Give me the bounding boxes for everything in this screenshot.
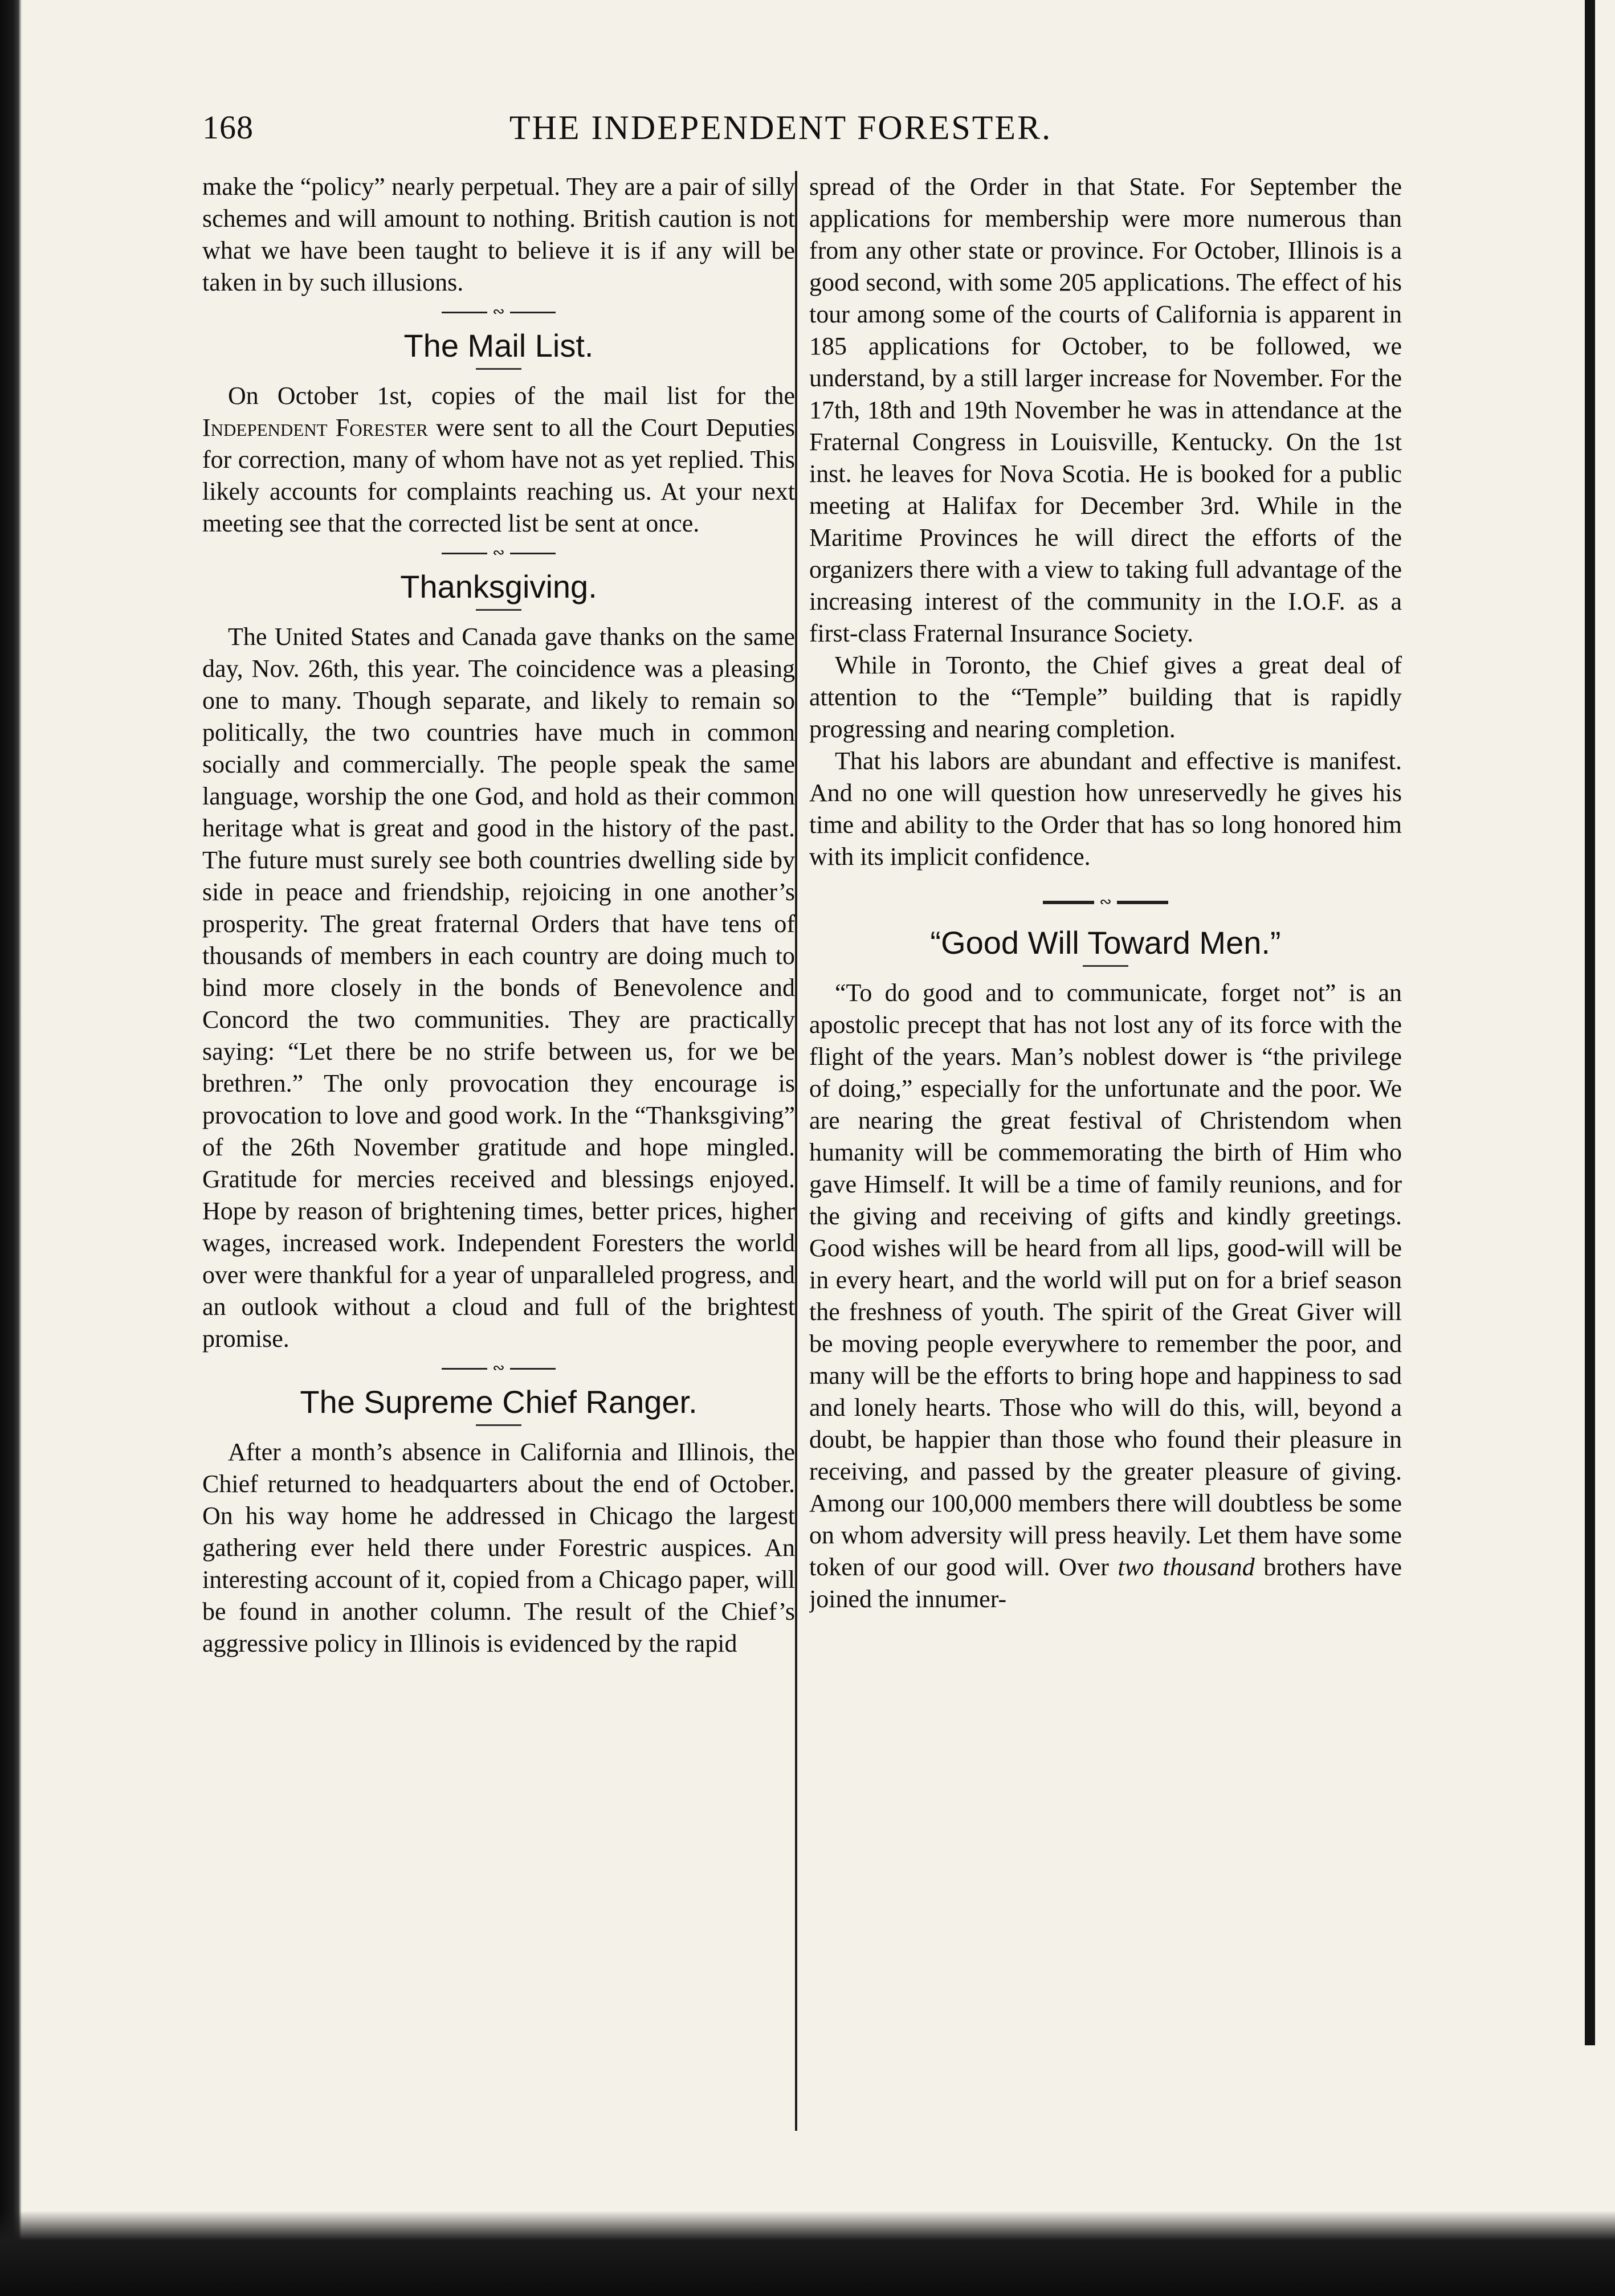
column-rule bbox=[795, 171, 797, 2131]
section-divider: ∾ bbox=[202, 1355, 795, 1382]
toronto-paragraph: While in Toronto, the Chief gives a great deal of attention to the “Temple” building that is rapidly progressing and nearing completion. bbox=[809, 651, 1402, 743]
chief-ranger-continued-paragraph: spread of the Order in that State. For September the applications for membership were more numerous than from any other state or province. For October, Illinois is a good second, with some 205 applications. The effect of his tour among some of the courts of California is apparent in 185 applications for October, to be followed, we understand, by a still larger increase for November. For the 17th, 18th and 19th November he was in attendance at the Fraternal Congress in Louisville, Kentucky. On the 1st inst. he leaves for Nova Scotia. He is booked for a public meeting at Halifax for December 3rd. While in the Maritime Provinces he will direct the efforts of the organizers there with a view to taking full advantage of the increasing interest of the community in the I.O.F. as a first-class Fraternal Insurance Society. bbox=[809, 173, 1402, 647]
thanksgiving-paragraph: The United States and Canada gave thanks on the same day, Nov. 26th, this year. The coincidence was a pleasing one to many. Though separate, and likely to remain so politically, the two countries have much in common socially and commercially. The people speak the same language, worship the one God, and hold as their common heritage what is great and good in the history of the past. The future must surely see both countries dwelling side by side in peace and friendship, rejoicing in one another’s prosperity. The great fraternal Orders that have tens of thousands of members in each country are doing much to bind more closely in the bonds of Benevolence and Concord the two communities. They are practically saying: “Let there be no strife between us, for we be brethren.” The only provocation they encourage is provocation to love and good work. In the “Thanksgiving” of the 26th November gratitude and hope mingled. Gratitude for mercies received and blessings enjoyed. Hope by reason of brightening times, better prices, higher wages, increased work. Independent Foresters the world over were thankful for a year of unparalleled progress, and an outlook without a cloud and full of the brightest promise. bbox=[202, 623, 795, 1353]
right-column bbox=[809, 171, 1402, 2108]
heading-underline bbox=[476, 368, 521, 370]
heading-good-will: “Good Will Toward Men.” bbox=[930, 925, 1281, 961]
heading-supreme-chief-ranger: The Supreme Chief Ranger. bbox=[300, 1384, 698, 1420]
heading-underline bbox=[1083, 965, 1128, 967]
heading-underline bbox=[476, 1424, 521, 1426]
section-divider: ∾ bbox=[809, 889, 1402, 916]
page-edge-right bbox=[1585, 0, 1595, 2045]
section-divider: ∾ bbox=[202, 299, 795, 326]
labors-paragraph: That his labors are abundant and effective is manifest. And no one will question how unreservedly he gives his time and ability to the Order that has so long honored him with its implicit confidence. bbox=[809, 747, 1402, 871]
heading-mail-list: The Mail List. bbox=[403, 328, 594, 363]
section-divider: ∾ bbox=[202, 540, 795, 567]
good-will-paragraph: “To do good and to communicate, forget not” is an apostolic precept that has not lost any of its force with the flight of the years. Man’s noblest dower is “the privilege of doing,” especially for the unfortunate and the poor. We are nearing the great festival of Christendom when humanity will be commemorating the birth of Him who gave Himself. It will be a time of family reunions, and for the giving and receiving of gifts and kindly greetings. Good wishes will be heard from all lips, good-will will be in every heart, and the world will put on for a brief season the freshness of youth. The spirit of the Great Giver will be moving people everywhere to remember the poor, and many will be the efforts to bring hope and happiness to sad and lonely hearts. Those who will do this, will, beyond a doubt, be happier than those who found their pleasure in receiving, and passed by the greater pleasure of giving. Among our 100,000 members there will doubtless be some on whom adversity will press heavily. Let them have some token of our good will. Over two thousand brothers have joined the innumer- bbox=[809, 979, 1402, 1613]
chief-ranger-paragraph: After a month’s absence in California and Illinois, the Chief returned to headquarters about the end of October. On his way home he addressed in Chicago the largest gathering ever held there under Forestric auspices. An interesting account of it, copied from a Chicago paper, will be found in another column. The result of the Chief’s aggressive policy in Illinois is evidenced by the rapid bbox=[202, 1438, 795, 1657]
page-edge-bottom bbox=[0, 2211, 1615, 2296]
italic-two-thousand: two thousand bbox=[1118, 1553, 1255, 1581]
continued-paragraph: make the “policy” nearly perpetual. They are a pair of silly schemes and will amount to nothing. British caution is not what we have been taught to believe it is if any will be taken in by such illusions. bbox=[202, 173, 795, 296]
binding-edge bbox=[0, 0, 22, 2296]
journal-title: THE INDEPENDENT FORESTER. bbox=[509, 109, 1053, 146]
page-number: 168 bbox=[202, 109, 254, 146]
heading-underline bbox=[476, 609, 521, 611]
left-column bbox=[202, 171, 795, 2108]
journal-name-smallcaps: Independent Forester bbox=[202, 414, 428, 442]
mail-list-paragraph: On October 1st, copies of the mail list for the Independent Forester were sent to all the Court Deputies for correction, many of whom have not as yet replied. This likely accounts for complaints reaching us. At your next meeting see that the corrected list be sent at once. bbox=[202, 382, 795, 537]
heading-thanksgiving: Thanksgiving. bbox=[400, 569, 597, 604]
running-head bbox=[202, 108, 1359, 154]
